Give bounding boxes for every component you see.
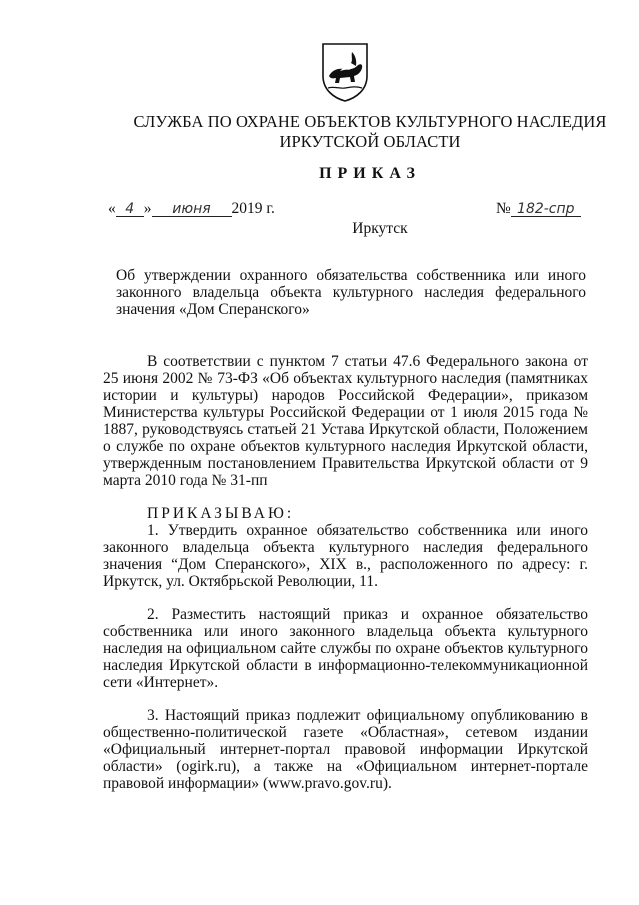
number-value: 182-спр [511,202,581,217]
order-heading: ПРИКАЗЫВАЮ: [147,505,295,522]
number-prefix: № [496,200,511,217]
order-item-3: 3. Настоящий приказ подлежит официальному опубликованию в общественно-политической газете «Областная», сетевом издании «Официальный интернет-портал правовой информации Иркутской области» (ogirk.ru), а также на «Официальном интернет-портале правовой информации» (www.pravo.gov.ru). [103,707,588,792]
document-subject: Об утверждении охранного обязательства собственника или иного законного владельца объекта культурного наследия федерального значения «Дом Сперанского» [116,267,586,318]
preamble-paragraph: В соответствии с пунктом 7 статьи 47.6 Федерального закона от 25 июня 2002 № 73-ФЗ «Об объектах культурного наследия (памятниках истории и культуры) народов Российской Федерации», приказом Министерства культуры Российской Федерации от 1 июля 2015 года № 1887, руководствуясь статьей 21 Устава Иркутской области, Положением о службе по охране объектов культурного наследия Иркутской области, утвержденным постановлением Правительства Иркутской области от 9 марта 2010 года № 31-пп [103,353,588,489]
order-item-1: 1. Утвердить охранное обязательство собственника или иного законного владельца объекта культурного наследия федерального значения “Дом Сперанского», XIX в., расположенного по адресу: г. Иркутск, ул. Октябрьской Революции, 11. [103,522,588,590]
date-close-quote: » [143,200,152,217]
order-item-2: 2. Разместить настоящий приказ и охранное обязательство собственника или иного законного владельца объекта культурного наследия на официальном сайте службы по охране объектов культурного наследия Иркутской области в информационно-телекоммуникационной сети «Интернет». [103,606,588,691]
organization-name-line2: ИРКУТСКОЙ ОБЛАСТИ [279,132,461,151]
document-date [108,200,275,218]
organization-name-line1: СЛУЖБА ПО ОХРАНЕ ОБЪЕКТОВ КУЛЬТУРНОГО НАСЛЕДИЯ [133,112,607,131]
organization-name [100,112,639,152]
document-type-title: ПРИКАЗ [319,165,421,182]
date-year: 2019 г. [231,200,275,217]
document-body [103,353,588,792]
irkutsk-coat-of-arms-icon [320,42,370,102]
document-number [496,200,581,218]
date-month: июня [152,202,232,217]
date-open-quote: « [108,200,116,217]
date-day: 4 [116,202,144,217]
city: Иркутск [352,220,408,237]
